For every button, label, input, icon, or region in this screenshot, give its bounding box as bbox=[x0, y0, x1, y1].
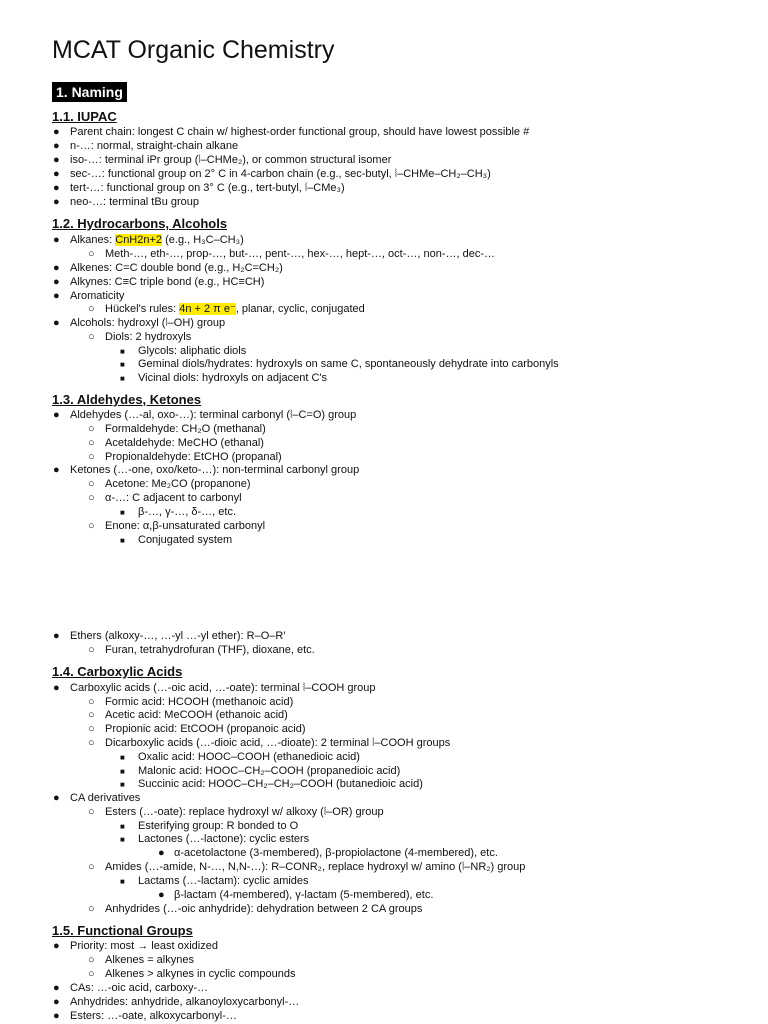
list-item: ● Alcohols: hydroxyl (⦚–OH) group bbox=[53, 317, 226, 329]
subsection-heading-functional-groups: 1.5. Functional Groups bbox=[52, 923, 193, 938]
highlight-alkane-formula: CnH2n+2 bbox=[115, 234, 163, 246]
list-item: ● n-…: normal, straight-chain alkane bbox=[53, 140, 239, 152]
list-item: ■ Lactones (…-lactone): cyclic esters bbox=[120, 833, 310, 845]
subsection-heading-iupac: 1.1. IUPAC bbox=[52, 109, 117, 124]
list-item: ○ Amides (…-amide, N-…, N,N-…): R–CONR₂, replace hydroxyl w/ amino (⦚–NR₂) group bbox=[88, 861, 526, 873]
list-item: ● Ketones (…-one, oxo/keto-…): non-terminal carbonyl group bbox=[53, 464, 360, 476]
list-item: ● CAs: …-oic acid, carboxy-… bbox=[53, 982, 209, 994]
list-item: ■ Glycols: aliphatic diols bbox=[120, 345, 247, 357]
list-item: ○ Meth-…, eth-…, prop-…, but-…, pent-…, hex-…, hept-…, oct-…, non-…, dec-… bbox=[88, 248, 496, 260]
page-title: MCAT Organic Chemistry bbox=[52, 36, 335, 64]
list-item: ● tert-…: functional group on 3° C (e.g., tert-butyl, ⦚–CMe₃) bbox=[53, 182, 345, 194]
list-item: ● neo-…: terminal tBu group bbox=[53, 196, 200, 208]
list-item: ○ Formic acid: HCOOH (methanoic acid) bbox=[88, 696, 294, 708]
list-item: ○ Esters (…-oate): replace hydroxyl w/ alkoxy (⦚–OR) group bbox=[88, 806, 384, 818]
list-item: ● Alkenes: C=C double bond (e.g., H₂C=CH₂) bbox=[53, 262, 283, 274]
list-item: ○ Diols: 2 hydroxyls bbox=[88, 331, 192, 343]
list-item: ■ Esterifying group: R bonded to O bbox=[120, 820, 299, 832]
highlight-huckel-rule: 4n + 2 π e⁻ bbox=[179, 303, 236, 315]
list-item: ■ Succinic acid: HOOC–CH₂–CH₂–COOH (butanedioic acid) bbox=[120, 778, 423, 790]
list-item: ○ Enone: α,β-unsaturated carbonyl bbox=[88, 520, 266, 532]
list-item: ■ Geminal diols/hydrates: hydroxyls on same C, spontaneously dehydrate into carbonyls bbox=[120, 358, 559, 370]
list-item: ● Parent chain: longest C chain w/ highest-order functional group, should have lowest possible # bbox=[53, 126, 530, 138]
list-item: ● Alkanes: CnH2n+2 (e.g., H₃C–CH₃) bbox=[53, 234, 244, 246]
list-item: ○ Dicarboxylic acids (…-dioic acid, …-dioate): 2 terminal ⦚–COOH groups bbox=[88, 737, 451, 749]
list-item: ● Carboxylic acids (…-oic acid, …-oate): terminal ⦚–COOH group bbox=[53, 682, 376, 694]
list-item: ● sec-…: functional group on 2° C in 4-carbon chain (e.g., sec-butyl, ⦚–CHMe–CH₂–CH₃) bbox=[53, 168, 491, 180]
list-item: ● β-lactam (4-membered), γ-lactam (5-membered), etc. bbox=[158, 889, 434, 901]
list-item: ● Anhydrides: anhydride, alkanoyloxycarbonyl-… bbox=[53, 996, 300, 1008]
list-item: ● CA derivatives bbox=[53, 792, 141, 804]
list-item: ● Ethers (alkoxy-…, …-yl …-yl ether): R–O–R′ bbox=[53, 630, 286, 642]
list-item: ○ Hückel's rules: 4n + 2 π e⁻, planar, cyclic, conjugated bbox=[88, 303, 365, 315]
list-item: ○ Acetic acid: MeCOOH (ethanoic acid) bbox=[88, 709, 288, 721]
list-item: ○ Propionic acid: EtCOOH (propanoic acid) bbox=[88, 723, 306, 735]
list-item: ● iso-…: terminal iPr group (⦚–CHMe₂), or common structural isomer bbox=[53, 154, 392, 166]
list-item: ● Priority: most → least oxidized bbox=[53, 940, 218, 952]
list-item: ○ α-…: C adjacent to carbonyl bbox=[88, 492, 242, 504]
list-item: ■ Vicinal diols: hydroxyls on adjacent C's bbox=[120, 372, 327, 384]
list-item: ● Aldehydes (…-al, oxo-…): terminal carbonyl (⦚–C=O) group bbox=[53, 409, 357, 421]
list-item: ■ Lactams (…-lactam): cyclic amides bbox=[120, 875, 309, 887]
section-heading-naming: 1. Naming bbox=[52, 82, 127, 102]
list-item: ■ Malonic acid: HOOC–CH₂–COOH (propanedioic acid) bbox=[120, 765, 401, 777]
list-item: ● α-acetolactone (3-membered), β-propiolactone (4-membered), etc. bbox=[158, 847, 498, 859]
list-item: ■ Oxalic acid: HOOC–COOH (ethanedioic acid) bbox=[120, 751, 360, 763]
subsection-heading-aldehydes: 1.3. Aldehydes, Ketones bbox=[52, 392, 202, 407]
subsection-heading-carboxylic-acids: 1.4. Carboxylic Acids bbox=[52, 664, 183, 679]
list-item: ■ Conjugated system bbox=[120, 534, 233, 546]
list-item: ● Esters: …-oate, alkoxycarbonyl-… bbox=[53, 1010, 237, 1022]
list-item: ○ Alkenes = alkynes bbox=[88, 954, 194, 966]
list-item: ● Aromaticity bbox=[53, 290, 125, 302]
list-item: ■ β-…, γ-…, δ-…, etc. bbox=[120, 506, 237, 518]
list-item: ○ Acetaldehyde: MeCHO (ethanal) bbox=[88, 437, 264, 449]
list-item: ○ Acetone: Me₂CO (propanone) bbox=[88, 478, 251, 490]
list-item: ○ Alkenes > alkynes in cyclic compounds bbox=[88, 968, 296, 980]
list-item: ○ Furan, tetrahydrofuran (THF), dioxane, etc. bbox=[88, 644, 315, 656]
list-item: ○ Anhydrides (…-oic anhydride): dehydration between 2 CA groups bbox=[88, 903, 423, 915]
subsection-heading-hydrocarbons: 1.2. Hydrocarbons, Alcohols bbox=[52, 216, 228, 231]
list-item: ● Alkynes: C≡C triple bond (e.g., HC≡CH) bbox=[53, 276, 265, 288]
list-item: ○ Formaldehyde: CH₂O (methanal) bbox=[88, 423, 266, 435]
list-item: ○ Propionaldehyde: EtCHO (propanal) bbox=[88, 451, 282, 463]
